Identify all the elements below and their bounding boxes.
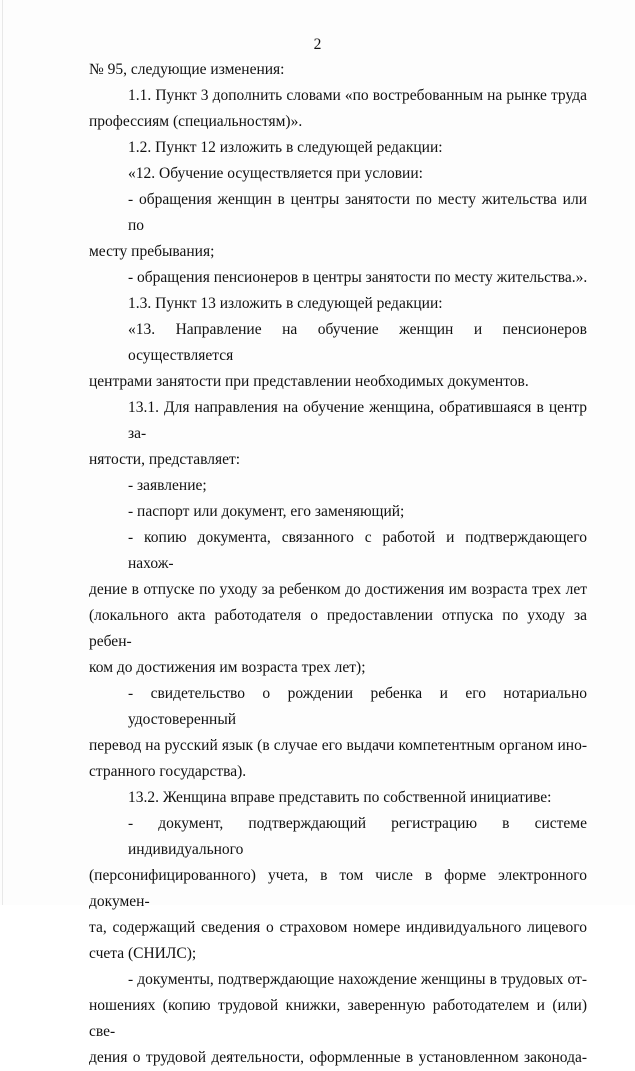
text-line: 1.2. Пункт 12 изложить в следующей редакции:	[128, 139, 443, 156]
text-line: 13.1. Для направления на обучение женщина, обратившаяся в центр за-	[128, 399, 587, 442]
text-line: центрами занятости при представлении необходимых документов.	[89, 373, 529, 390]
text-line: - документы, подтверждающие нахождение женщины в трудовых от-	[128, 971, 587, 988]
text-line: № 95, следующие изменения:	[89, 61, 285, 78]
text-line: - обращения женщин в центры занятости по месту жительства или по	[128, 191, 587, 234]
text-line: 13.2. Женщина вправе представить по собственной инициативе:	[128, 789, 552, 806]
text-line: - свидетельство о рождении ребенка и его нотариально удостоверенный	[128, 685, 587, 728]
text-line: 1.1. Пункт 3 дополнить словами «по востребованным на рынке труда	[128, 87, 587, 104]
page-number: 2	[313, 36, 322, 53]
text-line: дение в отпуске по уходу за ребенком до достижения им возраста трех лет	[89, 581, 587, 598]
scan-edge	[2, 0, 3, 905]
text-line: - документ, подтверждающий регистрацию в системе индивидуального	[128, 815, 587, 858]
text-line: - обращения пенсионеров в центры занятости по месту жительства.».	[128, 269, 588, 286]
text-line: перевод на русский язык (в случае его выдачи компетентным органом ино-	[89, 737, 587, 754]
text-line: «12. Обучение осуществляется при условии:	[128, 165, 423, 182]
text-line: (локального акта работодателя о предоставлении отпуска по уходу за ребен-	[89, 607, 587, 650]
text-line: (персонифицированного) учета, в том числе в форме электронного докумен-	[89, 867, 587, 910]
text-line: - паспорт или документ, его заменяющий;	[128, 503, 405, 520]
text-line: месту пребывания;	[89, 243, 215, 260]
text-line: - заявление;	[128, 477, 207, 494]
text-line: странного государства).	[89, 763, 247, 780]
text-line: дения о трудовой деятельности, оформленные в установленном законода-	[89, 1049, 587, 1066]
text-line: ком до достижения им возраста трех лет);	[89, 659, 366, 676]
text-line: - копию документа, связанного с работой и подтверждающего нахож-	[128, 529, 587, 572]
text-line: профессиям (специальностям)».	[89, 113, 303, 130]
text-line: та, содержащий сведения о страховом номере индивидуального лицевого	[89, 919, 587, 936]
text-line: счета (СНИЛС);	[89, 945, 197, 962]
text-line: 1.3. Пункт 13 изложить в следующей редакции:	[128, 295, 443, 312]
text-line: «13. Направление на обучение женщин и пенсионеров осуществляется	[128, 321, 587, 364]
document-body	[89, 57, 587, 1071]
text-line: нятости, представляет:	[89, 451, 241, 468]
text-line: ношениях (копию трудовой книжки, заверенную работодателем и (или) све-	[89, 997, 587, 1040]
